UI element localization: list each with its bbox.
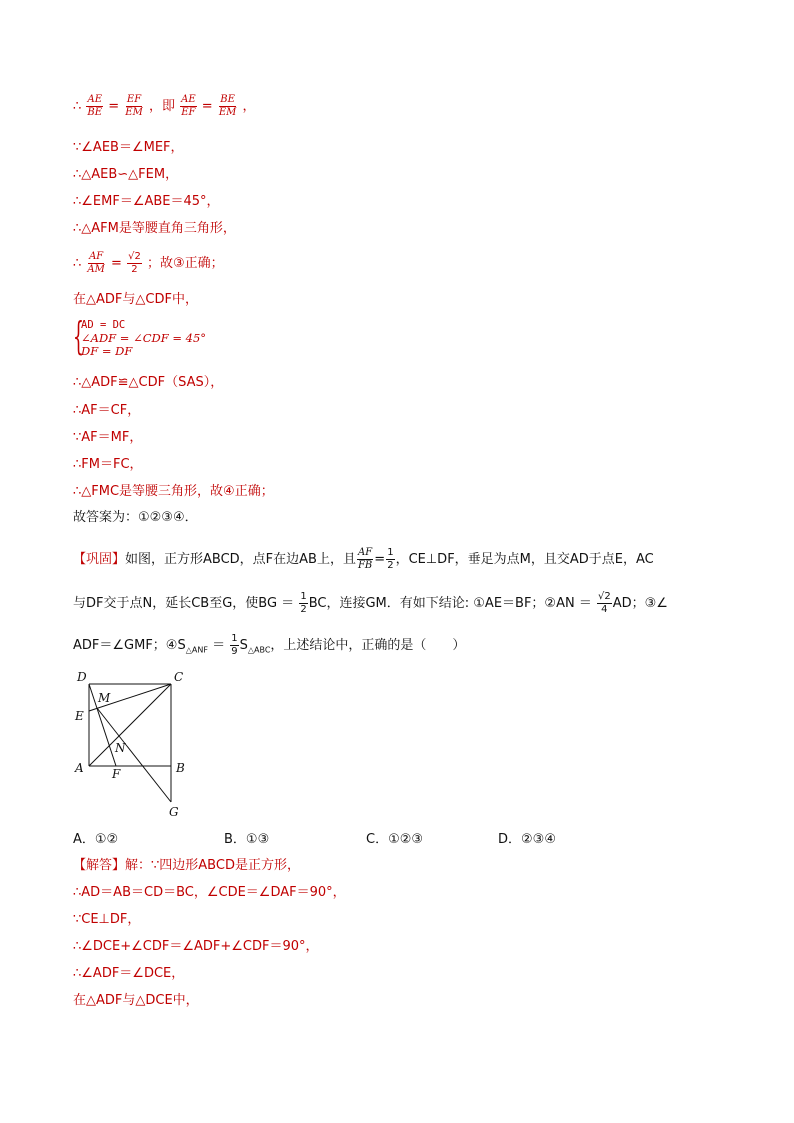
system-line-2: ∠ADF = ∠CDF = 45° [81,331,207,345]
solution-line-3: ∵CE⊥DF， [73,912,141,927]
system-line-3: DF = DF [81,344,133,358]
problem-tag: 【巩固】 [73,552,126,567]
step-line-12: ∴△FMC是等腰三角形，故④正确； [73,484,274,499]
label-g: G [169,805,179,819]
therefore-symbol: ∴ [73,256,82,271]
comma: ， [242,99,256,114]
denominator: EF [181,107,196,118]
solution-line-5: ∴∠ADF＝∠DCE， [73,966,185,981]
subscript: △ANF [185,645,208,655]
equation-system [73,314,207,358]
problem-text: BC，连接GM．有如下结论: ①AE＝BF；②AN ＝ [308,596,592,611]
equals: = [108,99,120,114]
denominator: EM [125,107,143,118]
numerator: AF [89,251,104,262]
numerator: 1 [387,547,394,558]
denominator: BE [87,107,103,118]
equals: = [201,99,213,114]
option-b: B．①③ [224,832,270,847]
problem-text: 如图，正方形ABCD，点F在边AB上，且 [125,552,356,567]
solution-line-6: 在△ADF与△DCE中， [73,993,199,1008]
denominator: 2 [387,560,394,571]
label-d: D [77,670,87,684]
numerator: EF [126,94,142,105]
denominator: EM [218,107,237,118]
numerator: BE [220,94,235,105]
left-brace: { [73,314,84,358]
numerator: 1 [300,591,307,602]
solution-text: 解：∵四边形ABCD是正方形， [125,858,300,873]
problem-text: 与DF交于点N，延长CB至G，使BG ＝ [73,596,295,611]
step-line-5: ∴△AFM是等腰直角三角形， [73,221,236,236]
problem-text: ADF＝∠GMF；④S [73,638,186,653]
fraction-ae-be [86,94,103,119]
step-line-9: ∴AF＝CF， [73,403,141,418]
denominator: 2 [131,264,138,275]
step-line-6 [73,251,224,276]
problem-line-1 [73,547,654,572]
denominator: 4 [601,604,608,615]
fraction-ef-em [124,94,144,119]
numerator: AF [358,547,373,558]
problem-text: ，CE⊥DF，垂足为点M，且交AD于点E，AC [395,552,654,567]
fraction-1-2 [386,547,394,572]
answer-line: 故答案为：①②③④． [73,510,198,525]
system-line-1: AD = DC [81,319,126,331]
step-line-2: ∵∠AEB＝∠MEF， [73,140,184,155]
fraction-root2-4 [597,591,612,616]
numerator: 1 [231,633,238,644]
square-geometry-figure [70,664,200,824]
problem-text: S [239,638,248,653]
numerator: √2 [597,591,611,602]
fraction-root2-2 [127,251,142,276]
conclusion-text: ；故③正确； [146,256,224,271]
step-line-4: ∴∠EMF＝∠ABE＝45°， [73,194,220,209]
step-line-8: ∴△ADF≌△CDF（SAS）， [73,375,224,390]
label-n: N [115,741,126,755]
solution-line-4: ∴∠DCE+∠CDF＝∠ADF+∠CDF＝90°， [73,939,319,954]
denominator: 2 [300,604,307,615]
step-line-7: 在△ADF与△CDF中， [73,292,198,307]
subscript: △ABC [247,645,271,655]
equals: ＝ [207,638,226,653]
solution-line-2: ∴AD＝AB＝CD＝BC，∠CDE＝∠DAF＝90°， [73,885,346,900]
step-line-11: ∴FM＝FC， [73,457,143,472]
fraction-1-9 [230,633,238,658]
denominator: FB [357,560,373,571]
step-line-1 [73,94,256,119]
label-c: C [174,670,184,684]
label-f: F [112,767,121,781]
option-a: A．①② [73,832,119,847]
problem-text: ，上述结论中，正确的是（ ） [270,638,466,653]
solution-tag: 【解答】 [73,858,126,873]
problem-text: AD；③∠ [612,596,668,611]
fraction-ae-ef [180,94,197,119]
therefore-symbol: ∴ [73,99,82,114]
step-line-10: ∵AF＝MF， [73,430,143,445]
fraction-af-fb [357,547,373,572]
equals: = [111,256,122,271]
label-m: M [98,691,111,705]
connector-text: ，即 [148,99,175,114]
segment-mg [97,708,171,802]
fraction-af-am [86,251,105,276]
label-b: B [176,761,185,775]
option-c: C．①②③ [366,832,424,847]
problem-line-2 [73,591,668,616]
step-line-3: ∴△AEB∽△FEM， [73,167,179,182]
label-a: A [75,761,84,775]
numerator: √2 [128,251,141,262]
option-d: D．②③④ [498,832,556,847]
denominator: 9 [231,646,238,657]
label-e: E [75,709,84,723]
solution-line-1 [73,857,300,875]
denominator: AM [87,264,105,275]
problem-line-3 [73,633,465,660]
equals: = [374,552,386,567]
numerator: AE [181,94,196,105]
fraction-1-2 [299,591,307,616]
fraction-be-em [218,94,238,119]
numerator: AE [87,94,103,105]
